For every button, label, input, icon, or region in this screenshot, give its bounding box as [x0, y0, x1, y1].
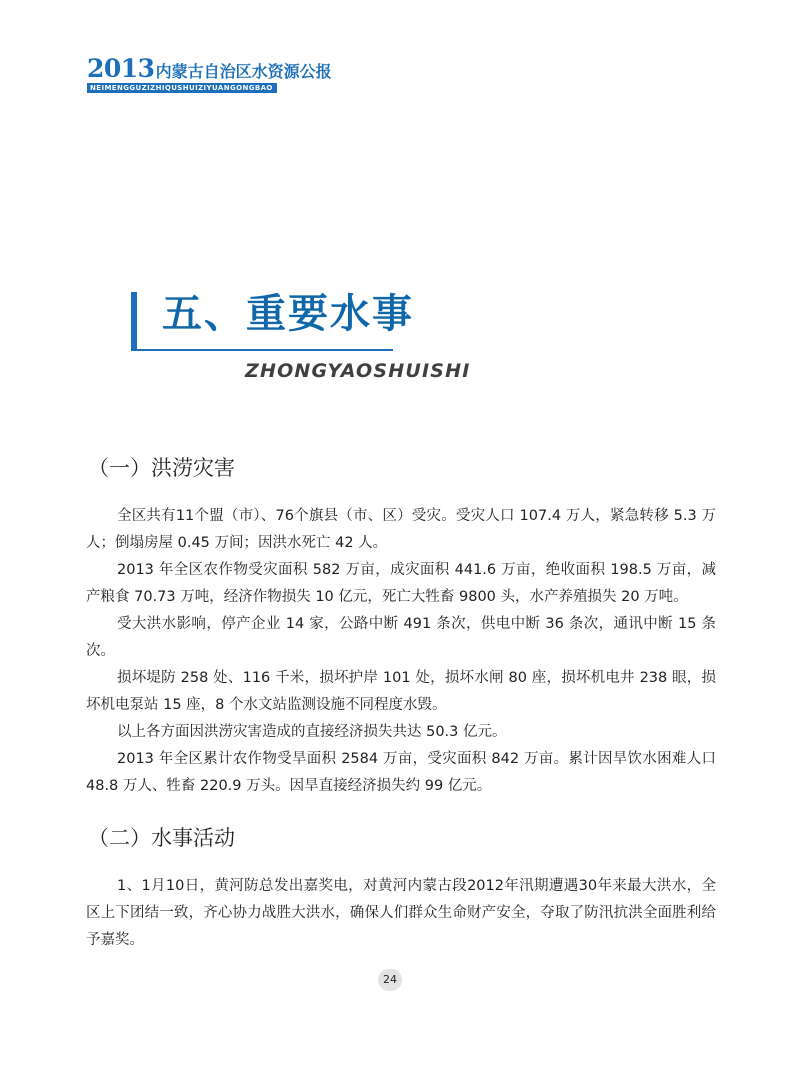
subsection-heading-activities: （二）水事活动	[88, 826, 235, 850]
page-number: 24	[378, 969, 402, 991]
report-header	[87, 56, 332, 93]
paragraph: 2013 年全区累计农作物受旱面积 2584 万亩，受灾面积 842 万亩。累计因旱饮水困难人口 48.8 万人、牲畜 220.9 万头。因旱直接经济损失约 99 亿元。	[86, 751, 716, 794]
section-title: 五、重要水事	[162, 290, 414, 337]
report-name: 内蒙古自治区水资源公报	[155, 62, 332, 81]
report-title	[87, 56, 332, 81]
subsection-heading-floods: （一）洪涝灾害	[88, 456, 235, 480]
paragraph: 2013 年全区农作物受灾面积 582 万亩，成灾面积 441.6 万亩，绝收面积 198.5 万亩，减产粮食 70.73 万吨，经济作物损失 10 亿元，死亡大牲畜 9800 头，水产养殖损失 20 万吨。	[86, 562, 716, 605]
section-accent-bar	[131, 292, 137, 350]
paragraph: 受大洪水影响，停产企业 14 家，公路中断 491 条次，供电中断 36 条次，通讯中断 15 条次。	[86, 616, 716, 659]
paragraph: 以上各方面因洪涝灾害造成的直接经济损失共达 50.3 亿元。	[117, 724, 507, 740]
paragraph: 全区共有11个盟（市）、76个旗县（市、区）受灾。受灾人口 107.4 万人，紧急转移 5.3 万人；倒塌房屋 0.45 万间；因洪水死亡 42 人。	[86, 508, 716, 551]
report-year: 2013	[87, 54, 155, 83]
paragraph: 损坏堤防 258 处、116 千米，损坏护岸 101 处，损坏水闸 80 座，损坏机电井 238 眼，损坏机电泵站 15 座，8 个水文站监测设施不同程度水毁。	[86, 670, 716, 713]
report-pinyin: NEIMENGGUZIZHIQUSHUIZIYUANGONGBAO	[87, 83, 277, 93]
paragraph: 1、1月10日，黄河防总发出嘉奖电，对黄河内蒙古段2012年汛期遭遇30年来最大洪水，全区上下团结一致，齐心协力战胜大洪水，确保人们群众生命财产安全，夺取了防汛抗洪全面胜利给予嘉奖。	[86, 878, 716, 948]
section-pinyin: ZHONGYAOSHUISHI	[245, 360, 471, 382]
section-underline	[131, 349, 393, 351]
